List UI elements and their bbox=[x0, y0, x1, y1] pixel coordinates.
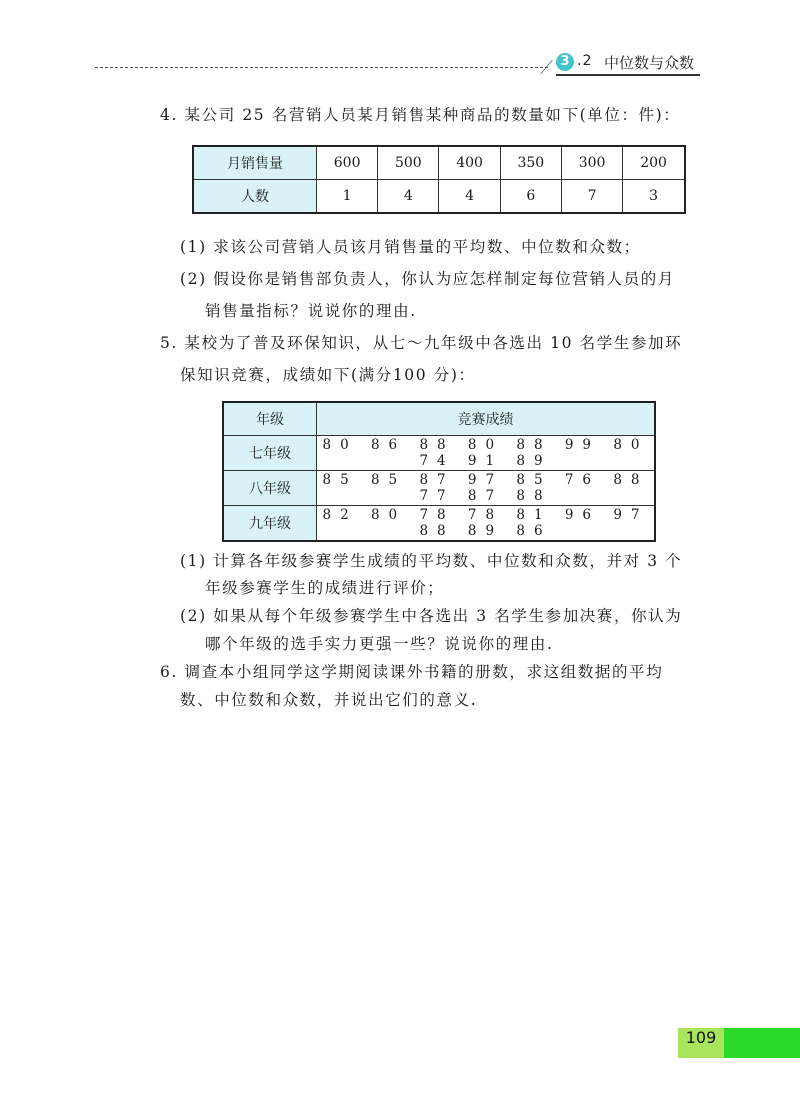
q6-line1: 6. 调查本小组同学这学期阅读课外书籍的册数，求这组数据的平均 bbox=[160, 663, 664, 681]
q5-stem-line1: 5. 某校为了普及环保知识，从七～九年级中各选出 10 名学生参加环 bbox=[160, 334, 683, 352]
q5-sub2-line2: 哪个年级的选手实力更强一些？说说你的理由. bbox=[205, 635, 554, 653]
q5-grade-label: 八年级 bbox=[223, 471, 317, 506]
q4-sales-table bbox=[192, 145, 686, 214]
table-row bbox=[193, 146, 685, 180]
section-title: 中位数与众数 bbox=[604, 54, 695, 72]
q6-line2: 数、中位数和众数，并说出它们的意义. bbox=[180, 691, 478, 709]
q4-row2-label: 人数 bbox=[193, 180, 317, 214]
q4-cell: 1 bbox=[317, 180, 378, 214]
table-row bbox=[223, 402, 655, 436]
section-number-badge: 3 bbox=[556, 53, 574, 71]
q4-cell: 6 bbox=[500, 180, 561, 214]
q4-sub1: (1) 求该公司营销人员该月销售量的平均数、中位数和众数； bbox=[180, 238, 641, 256]
q5-stem-line2: 保知识竞赛，成绩如下(满分100 分)： bbox=[180, 366, 476, 384]
q5-col1-header: 年级 bbox=[223, 402, 317, 436]
q4-cell: 500 bbox=[378, 146, 439, 180]
table-row bbox=[223, 506, 655, 542]
q4-cell: 300 bbox=[561, 146, 622, 180]
q4-cell: 200 bbox=[623, 146, 685, 180]
q4-sub2-line1: (2) 假设你是销售部负责人，你认为应怎样制定每位营销人员的月 bbox=[180, 270, 675, 288]
q4-cell: 3 bbox=[623, 180, 685, 214]
q5-sub1-line1: (1) 计算各年级参赛学生成绩的平均数、中位数和众数，并对 3 个 bbox=[180, 552, 683, 570]
header-underline bbox=[556, 74, 700, 76]
q4-cell: 600 bbox=[317, 146, 378, 180]
q5-grade-label: 九年级 bbox=[223, 506, 317, 542]
q4-sub2-line2: 销售量指标？说说你的理由. bbox=[205, 302, 417, 320]
q4-cell: 7 bbox=[561, 180, 622, 214]
q5-score-table bbox=[222, 401, 656, 542]
q4-cell: 4 bbox=[378, 180, 439, 214]
q4-cell: 400 bbox=[439, 146, 500, 180]
q5-sub2-line1: (2) 如果从每个年级参赛学生中各选出 3 名学生参加决赛，你认为 bbox=[180, 607, 683, 625]
table-row bbox=[223, 436, 655, 471]
q5-col2-header: 竞赛成绩 bbox=[317, 402, 656, 436]
q4-cell: 350 bbox=[500, 146, 561, 180]
q4-cell: 4 bbox=[439, 180, 500, 214]
q4-row1-label: 月销售量 bbox=[193, 146, 317, 180]
q5-scores: 85 85 87 97 85 76 88 77 87 88 bbox=[317, 471, 656, 506]
q5-scores: 82 80 78 78 81 96 97 88 89 86 bbox=[317, 506, 656, 542]
page-number: 109 bbox=[678, 1028, 724, 1058]
q4-stem: 4. 某公司 25 名营销人员某月销售某种商品的数量如下(单位：件)： bbox=[160, 106, 681, 124]
q5-scores: 80 86 88 80 88 99 80 74 91 89 bbox=[317, 436, 656, 471]
header-dashed-rule bbox=[95, 67, 548, 68]
table-row bbox=[193, 180, 685, 214]
page-number-bar bbox=[724, 1028, 800, 1058]
q5-grade-label: 七年级 bbox=[223, 436, 317, 471]
section-sub-number: .2 bbox=[577, 53, 593, 69]
q5-sub1-line2: 年级参赛学生的成绩进行评价； bbox=[205, 579, 445, 597]
table-row bbox=[223, 471, 655, 506]
